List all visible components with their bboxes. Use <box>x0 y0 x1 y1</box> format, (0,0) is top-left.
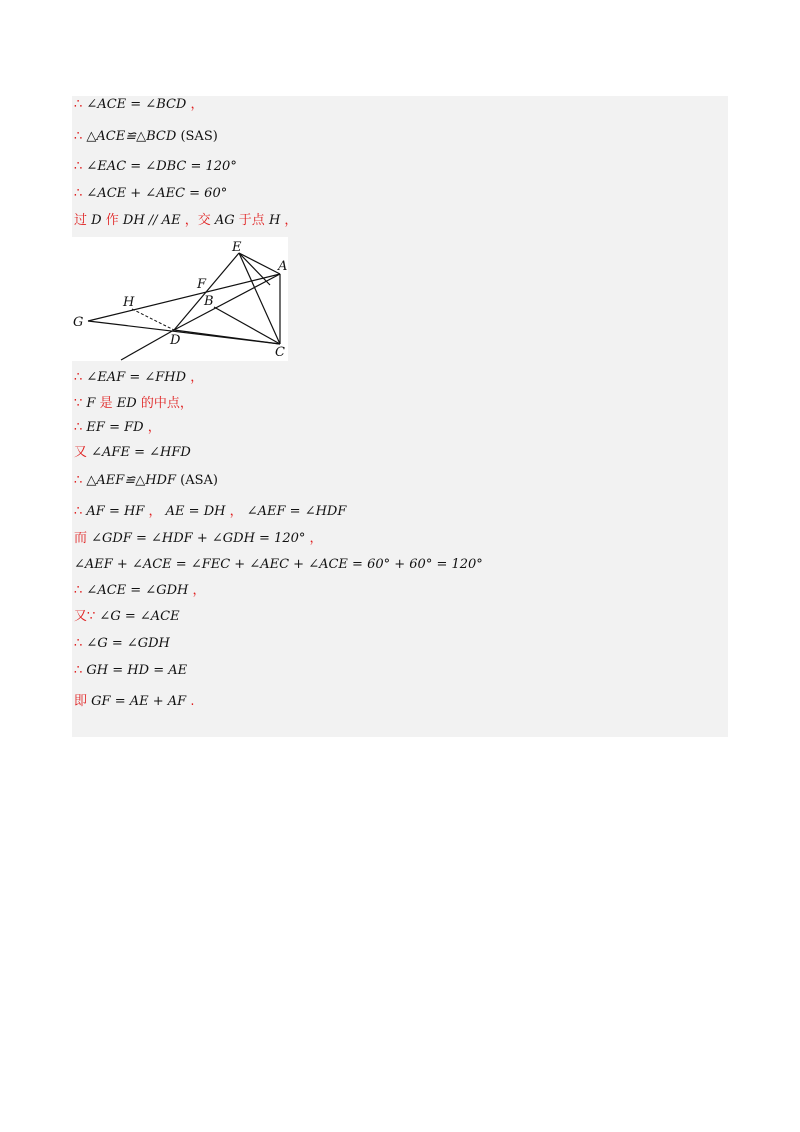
proof-step-8 <box>74 417 161 439</box>
label-F: F <box>197 277 207 292</box>
proof-step-13 <box>74 554 483 576</box>
statement-text: 的中点， <box>140 396 193 411</box>
proof-step-11 <box>74 501 346 523</box>
proof-step-17 <box>74 660 187 682</box>
proof-step-10 <box>74 470 218 492</box>
because-symbol: ∵ <box>74 396 83 411</box>
reason-label: (SAS) <box>180 129 218 144</box>
punctuation: . <box>190 694 195 709</box>
point-label: D <box>91 213 102 228</box>
proof-step-16 <box>74 633 170 655</box>
segment-BC <box>214 307 280 344</box>
label-C: C <box>275 345 285 360</box>
label-H: H <box>123 295 135 310</box>
proof-step-15 <box>74 606 180 628</box>
therefore-symbol: ∴ <box>74 420 83 435</box>
math-expression: GH = HD = AE <box>86 663 188 678</box>
label-E: E <box>232 240 242 255</box>
label-B: B <box>204 294 214 309</box>
math-expression: ∠ACE + ∠AEC = 60° <box>86 186 228 201</box>
math-expression: ∠G = ∠ACE <box>99 609 180 624</box>
math-expression: ∠EAF = ∠FHD <box>86 370 187 385</box>
math-expression: AF = HF <box>86 504 145 519</box>
math-expression: AE = DH <box>165 504 226 519</box>
therefore-symbol: ∴ <box>74 129 83 144</box>
math-expression: AG <box>214 213 235 228</box>
math-expression: DH // AE <box>122 213 181 228</box>
proof-step-7 <box>74 393 193 415</box>
therefore-symbol: ∴ <box>74 370 83 385</box>
punctuation: ， <box>309 531 323 546</box>
construction-text: 作 <box>105 213 119 228</box>
math-expression: ∠EAC = ∠DBC = 120° <box>86 159 237 174</box>
math-expression: GF = AE + AF <box>91 694 187 709</box>
punctuation: ， <box>190 97 204 112</box>
proof-step-12 <box>74 528 323 550</box>
math-expression: ∠G = ∠GDH <box>86 636 170 651</box>
therefore-symbol: ∴ <box>74 473 83 488</box>
therefore-symbol: ∴ <box>74 636 83 651</box>
also-because-text: 又∵ <box>74 609 96 624</box>
math-expression: △ACE≌△BCD <box>86 129 177 144</box>
math-expression: ∠AEF + ∠ACE = ∠FEC + ∠AEC + ∠ACE = 60° + 60° = 120° <box>74 557 483 572</box>
reason-label: (ASA) <box>180 473 218 488</box>
proof-step-6 <box>74 367 203 389</box>
segment-GA <box>88 274 280 321</box>
punctuation: ， <box>284 213 298 228</box>
punctuation: ， <box>147 420 161 435</box>
therefore-symbol: ∴ <box>74 159 83 174</box>
therefore-symbol: ∴ <box>74 504 83 519</box>
segment-EA <box>239 253 280 274</box>
and-text: 而 <box>74 531 88 546</box>
label-A: A <box>278 259 288 274</box>
math-expression: ∠AFE = ∠HFD <box>91 445 191 460</box>
proof-step-4 <box>74 183 227 205</box>
proof-step-2 <box>74 126 218 148</box>
also-text: 又 <box>74 445 88 460</box>
segment-DA <box>174 274 280 330</box>
geometry-diagram <box>72 237 288 361</box>
label-G: G <box>73 315 84 330</box>
construction-text: 过 <box>74 213 88 228</box>
therefore-symbol: ∴ <box>74 186 83 201</box>
conclusion-text: 即 <box>74 694 88 709</box>
punctuation: ， <box>229 504 243 519</box>
construction-text: ，交 <box>184 213 211 228</box>
proof-step-9 <box>74 442 191 464</box>
math-expression: △AEF≌△HDF <box>86 473 176 488</box>
math-expression: EF = FD <box>86 420 144 435</box>
proof-step-5 <box>74 210 297 232</box>
statement-text: 是 <box>99 396 113 411</box>
extension-line <box>121 330 174 360</box>
math-expression: ED <box>116 396 137 411</box>
math-expression: ∠ACE = ∠GDH <box>86 583 189 598</box>
proof-step-3 <box>74 156 237 178</box>
point-label: F <box>86 396 96 411</box>
math-expression: ∠AEF = ∠HDF <box>246 504 347 519</box>
therefore-symbol: ∴ <box>74 583 83 598</box>
label-D: D <box>170 333 181 348</box>
math-expression: ∠ACE = ∠BCD <box>86 97 187 112</box>
geometry-figure <box>72 237 288 361</box>
proof-step-18 <box>74 691 194 713</box>
therefore-symbol: ∴ <box>74 97 83 112</box>
proof-step-1 <box>74 94 204 116</box>
punctuation: ， <box>148 504 162 519</box>
point-label: H <box>268 213 281 228</box>
therefore-symbol: ∴ <box>74 663 83 678</box>
punctuation: ， <box>190 370 204 385</box>
construction-text: 于点 <box>238 213 265 228</box>
math-expression: ∠GDF = ∠HDF + ∠GDH = 120° <box>91 531 306 546</box>
punctuation: ， <box>192 583 206 598</box>
segment-EC <box>239 253 280 344</box>
proof-step-14 <box>74 580 206 602</box>
